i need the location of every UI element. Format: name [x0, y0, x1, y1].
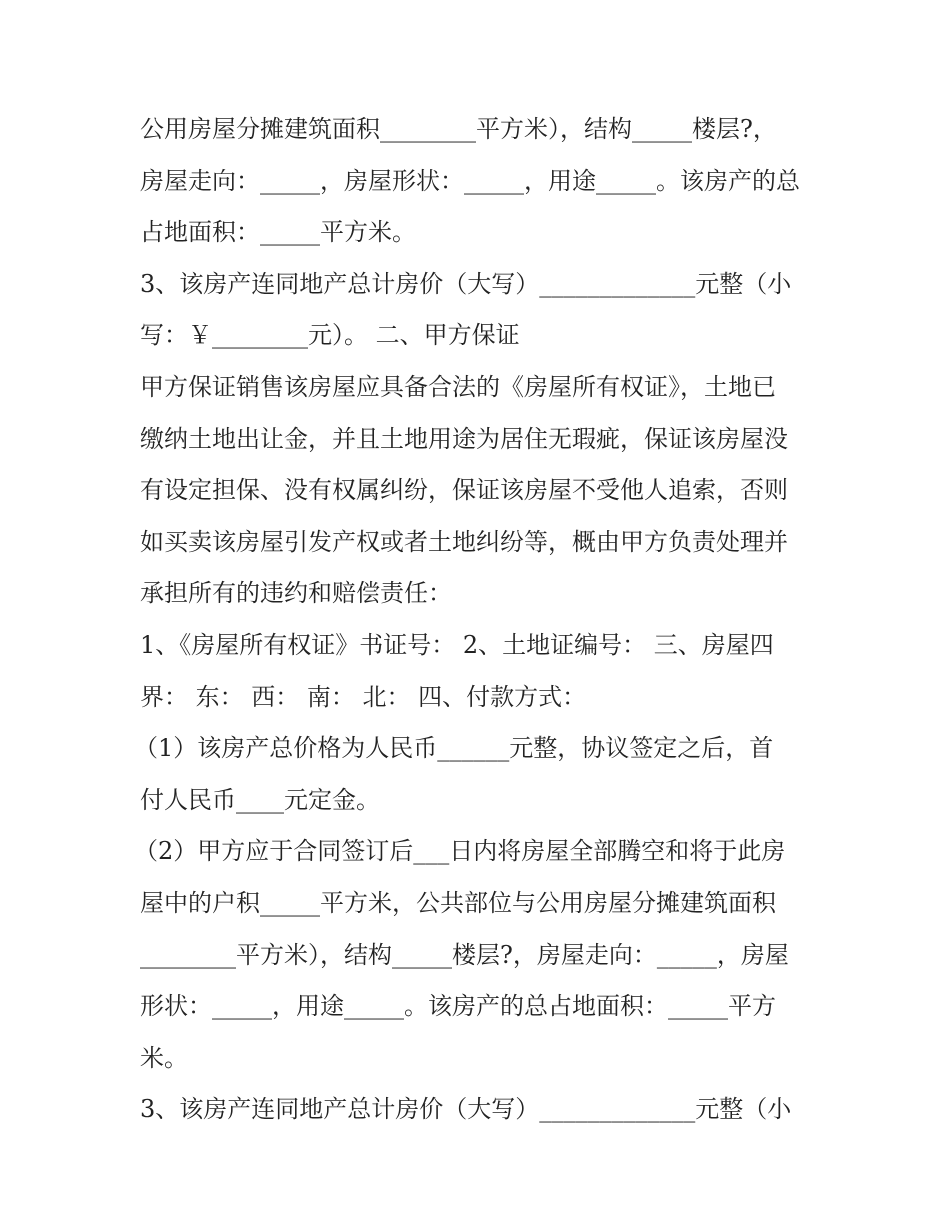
text-line: 缴纳土地出让金，并且土地用途为居住无瑕疵，保证该房屋没: [140, 424, 788, 453]
text-line: 3、该房产连同地产总计房价（大写）_____________元整（小: [140, 1095, 792, 1124]
text-line: 占地面积：_____平方米。: [140, 218, 416, 247]
text-line: 写：￥________元）。 二、甲方保证: [140, 321, 520, 350]
text-line: 3、该房产连同地产总计房价（大写）_____________元整（小: [140, 269, 792, 298]
text-line: 形状：_____，用途_____。该房产的总占地面积：_____平方: [140, 992, 776, 1021]
text-line: （2）甲方应于合同签订后___日内将房屋全部腾空和将于此房: [134, 837, 786, 866]
text-line: 1、《房屋所有权证》书证号： 2、土地证编号： 三、房屋四: [140, 630, 774, 659]
text-line: 屋中的户积_____平方米，公共部位与公用房屋分摊建筑面积: [140, 888, 776, 917]
text-line: （1）该房产总价格为人民币______元整，协议签定之后，首: [134, 734, 774, 763]
text-line: 承担所有的违约和赔偿责任：: [140, 579, 452, 608]
text-line: 房屋走向：_____，房屋形状：_____，用途_____。该房产的总: [140, 166, 800, 195]
text-line: 米。: [140, 1043, 188, 1072]
text-line: 如买卖该房屋引发产权或者土地纠纷等，概由甲方负责处理并: [140, 527, 788, 556]
text-line: 公用房屋分摊建筑面积________平方米），结构_____楼层?，: [140, 115, 777, 143]
document-page: [134, 104, 820, 1136]
text-line: 甲方保证销售该房屋应具备合法的《房屋所有权证》，土地已: [140, 372, 776, 401]
text-line: 界： 东： 西： 南： 北： 四、付款方式：: [140, 682, 587, 711]
text-line: ________平方米），结构_____楼层?，房屋走向：_____，房屋: [140, 940, 789, 969]
text-line: 付人民币____元定金。: [140, 785, 380, 814]
text-line: 有设定担保、没有权属纠纷，保证该房屋不受他人追索，否则: [140, 476, 788, 505]
